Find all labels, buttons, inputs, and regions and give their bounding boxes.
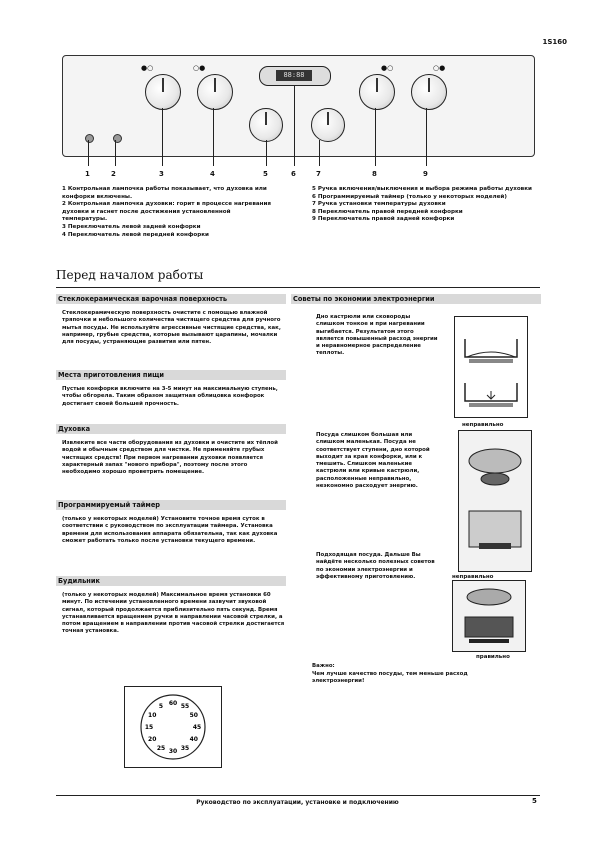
dial-number: 20 bbox=[148, 736, 157, 743]
knob-oven-temp bbox=[311, 108, 345, 142]
section-header: Стеклокерамическая варочная поверхность bbox=[56, 294, 286, 304]
dial-number: 25 bbox=[156, 744, 166, 752]
pan-illustration-thin-bottom bbox=[454, 316, 528, 418]
legend-item: 8 Переключатель правой передней конфорки bbox=[312, 208, 463, 215]
tip-label-2: неправильно bbox=[452, 574, 494, 580]
minute-dial-illustration bbox=[124, 686, 222, 768]
knob-left-front bbox=[197, 74, 233, 110]
important-text: Чем лучше качество посуды, тем меньше расход электроэнергии! bbox=[312, 671, 468, 685]
callout-8: 8 bbox=[372, 170, 377, 178]
legend-item: 3 Переключатель левой задней конфорки bbox=[62, 223, 201, 230]
tip-text-2: Посуда слишком большая или слишком маленькая. Посуда не соответствует ступени, дно которой выходит за края конфорки, или к тмешить. Слишком маленькие кастрюли или кривые кастрюли, расположенные неправильно, неэкономно расходует энергию. bbox=[316, 432, 430, 490]
callout-9: 9 bbox=[423, 170, 428, 178]
callout-1: 1 bbox=[85, 170, 90, 178]
dial-number: 50 bbox=[189, 712, 198, 719]
callout-4: 4 bbox=[210, 170, 215, 178]
callout-3: 3 bbox=[159, 170, 164, 178]
knob-right-rear bbox=[411, 74, 447, 110]
section-text: Пустые конфорки включите на 3-5 минут на максимальную ступень, чтобы обгорела. Таким образом защитная облицовка конфорок достигает своей большей прочность. bbox=[62, 386, 278, 407]
model-code: 1S160 bbox=[542, 38, 567, 46]
pan-illustration-correct bbox=[452, 580, 526, 652]
title-rule bbox=[56, 287, 540, 288]
tip-label-1: неправильно bbox=[462, 422, 504, 428]
legend-item: 5 Ручка включения/выключения и выбора режима работы духовки bbox=[312, 186, 532, 192]
indicator-lamp-power bbox=[85, 134, 94, 143]
tip-text-3: Подходящая посуда. Дальше Вы найдёте несколько полезных советов по экономии электроэнергии и эффективному приготовлению. bbox=[316, 552, 435, 580]
knob-oven-mode bbox=[249, 108, 283, 142]
legend-item: 6 Программируемый таймер (только у некоторых моделей) bbox=[312, 193, 507, 200]
hob-symbol: ○● bbox=[433, 64, 446, 72]
section-header: Духовка bbox=[56, 424, 286, 434]
section-text: (только у некоторых моделей) Установите точное время суток в соответствии с руководством по эксплуатации таймера. Установка времени для использования аппарата обязательна, так как духовка сможет работать только после установки текущего времени. bbox=[62, 516, 278, 544]
legend-item: 9 Переключатель правой задней конфорки bbox=[312, 216, 455, 223]
dial-number: 35 bbox=[180, 744, 190, 752]
tip-text-1: Дно кастрюли или сковороды слишком тонкое и при нагревании выгибается. Результатом этого является повышенный расход энергии и неравномерное распределение теплоты. bbox=[316, 314, 438, 357]
tip-label-3: правильно bbox=[476, 654, 510, 660]
footer-rule bbox=[56, 795, 540, 796]
timer-display: 88:88 bbox=[276, 70, 312, 81]
section-header: Программируемый таймер bbox=[56, 500, 286, 510]
programmable-timer bbox=[259, 66, 331, 86]
legend-left bbox=[62, 186, 272, 239]
left-column bbox=[56, 294, 286, 660]
section-header: Места приготовления пищи bbox=[56, 370, 286, 380]
section-text: Стеклокерамическую поверхность очистите с помощью влажной тряпочки и небольшого количества чистящего средства для ручного мытья посуды. Не используйте агрессивные чистящие средства, как, например, грубые средства, которые вызывают царапины, мочалки для посуды, устраняющие развития или пятен. bbox=[62, 310, 281, 346]
legend-item: 1 Контрольная лампочка работы показывает, что духовка или конфорки включены. bbox=[62, 186, 267, 200]
legend-item: 2 Контрольная лампочка духовки: горит в процессе нагревания духовки и гаснет после достижения установленной температуры. bbox=[62, 201, 272, 223]
dial-number: 60 bbox=[168, 700, 178, 707]
dial-number: 10 bbox=[148, 712, 157, 719]
dial-number: 55 bbox=[180, 703, 190, 711]
legend-item: 4 Переключатель левой передней конфорки bbox=[62, 231, 209, 238]
section-text: Извлеките все части оборудования из духовки и очистите их тёплой водой и обычным средством для чистки. Не применяйте грубых чистящих средств! При первом нагревании духовки появляется характерный запах "нового прибора", поэтому после этого необходимо хорошо проветрить помещение. bbox=[62, 440, 278, 476]
hob-symbol: ●○ bbox=[381, 64, 394, 72]
dial-number: 45 bbox=[192, 724, 202, 731]
callout-5: 5 bbox=[263, 170, 268, 178]
page-title: Перед началом работы bbox=[56, 268, 204, 282]
callout-2: 2 bbox=[111, 170, 116, 178]
dial-number: 15 bbox=[144, 724, 154, 731]
dial-number: 5 bbox=[158, 703, 164, 711]
section-text: (только у некоторых моделей) Максимальное время установки 60 минут. По истечении установленного времени зазвучит звуковой сигнал, который продолжается приблизительно пять секунд. Время устанавливается вращением ручки в направлении часовой стрелки, а потом вращением в направлении против часовой стрелки достигается точная установка. bbox=[62, 592, 285, 635]
dial-number: 40 bbox=[189, 736, 198, 743]
pan-illustration-wrong-size bbox=[458, 430, 532, 572]
hob-symbol: ●○ bbox=[141, 64, 154, 72]
legend-item: 7 Ручка установки температуры духовки bbox=[312, 201, 446, 208]
legend-right bbox=[312, 186, 537, 224]
section-header: Будильник bbox=[56, 576, 286, 586]
footer-text: Руководство по эксплуатации, установке и подключению bbox=[196, 799, 399, 806]
knob-left-rear bbox=[145, 74, 181, 110]
dial-number: 30 bbox=[168, 748, 178, 755]
callout-7: 7 bbox=[316, 170, 321, 178]
callout-6: 6 bbox=[291, 170, 296, 178]
important-label: Важно: bbox=[312, 663, 335, 669]
right-column bbox=[291, 294, 541, 304]
knob-right-front bbox=[359, 74, 395, 110]
page-number: 5 bbox=[532, 797, 537, 805]
control-panel-diagram bbox=[62, 55, 535, 157]
hob-symbol: ○● bbox=[193, 64, 206, 72]
minute-dial bbox=[125, 687, 221, 767]
section-header: Советы по экономии электроэнергии bbox=[291, 294, 541, 304]
